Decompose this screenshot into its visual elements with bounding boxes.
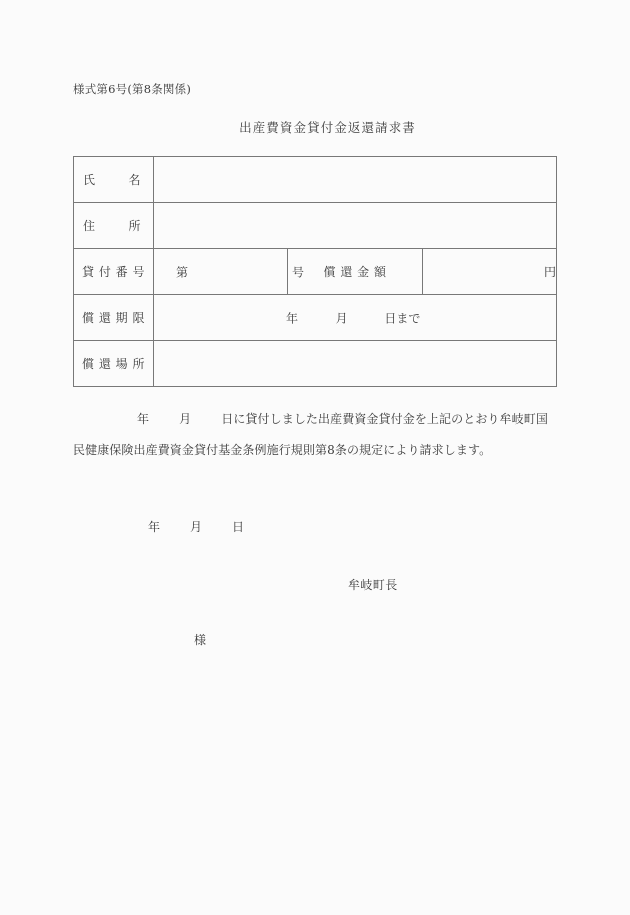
- loan-number-suffix: 号: [292, 265, 305, 279]
- body-statement-line1: 日に貸付しました出産費資金貸付金を上記のとおり牟岐町国民健: [73, 412, 548, 457]
- loan-number-prefix: 第: [176, 265, 189, 279]
- application-form-table: [73, 156, 557, 387]
- document-title: 出産費資金貸付金返還請求書: [239, 120, 416, 135]
- row-label-name-char1: 氏: [83, 173, 96, 187]
- input-repayment-deadline-field[interactable]: [154, 295, 557, 341]
- row-label-repayment-place: 償 還 場 所: [74, 341, 154, 387]
- row-label-loan-number: 貸 付 番 号: [74, 249, 154, 295]
- input-address-field[interactable]: [154, 203, 557, 249]
- input-repayment-amount-field[interactable]: [422, 249, 556, 295]
- signature-month-label: 月: [190, 520, 203, 534]
- row-label-address-char1: 住: [83, 219, 96, 233]
- table-row-repayment-deadline: [74, 295, 557, 341]
- table-row-name: [74, 157, 557, 203]
- deadline-day-label: 日まで: [384, 311, 421, 325]
- input-name-field[interactable]: [154, 157, 557, 203]
- body-date-month: 月: [179, 412, 192, 426]
- addressee-honorific: 様: [194, 633, 207, 647]
- signature-day-label: 日: [232, 520, 245, 534]
- currency-unit-yen: 円: [543, 265, 556, 279]
- row-label-name: [74, 157, 154, 203]
- deadline-month-label: 月: [335, 311, 348, 325]
- row-label-address-char2: 所: [128, 219, 141, 233]
- table-row-address: [74, 203, 557, 249]
- body-statement-line2: 康保険出産費資金貸付基金条例施行規則第8条の規定により請求します。: [97, 443, 492, 457]
- body-paragraph: [73, 404, 559, 466]
- input-loan-number-field[interactable]: [154, 249, 305, 295]
- issuer-title: 牟岐町長: [348, 578, 398, 592]
- deadline-year-label: 年: [286, 311, 299, 325]
- row-label-repayment-deadline: 償 還 期 限: [74, 295, 154, 341]
- table-row-loan-number: [74, 249, 557, 295]
- row-label-address: [74, 203, 154, 249]
- table-row-repayment-place: [74, 341, 557, 387]
- row-label-repayment-amount: 償 還 金 額: [288, 249, 422, 295]
- input-repayment-place-field[interactable]: [154, 341, 557, 387]
- signature-date-line: [148, 518, 244, 535]
- row-label-name-char2: 名: [128, 173, 141, 187]
- body-date-year: 年: [137, 412, 150, 426]
- signature-year-label: 年: [148, 520, 161, 534]
- form-number-label: 様式第6号(第8条関係): [73, 82, 192, 96]
